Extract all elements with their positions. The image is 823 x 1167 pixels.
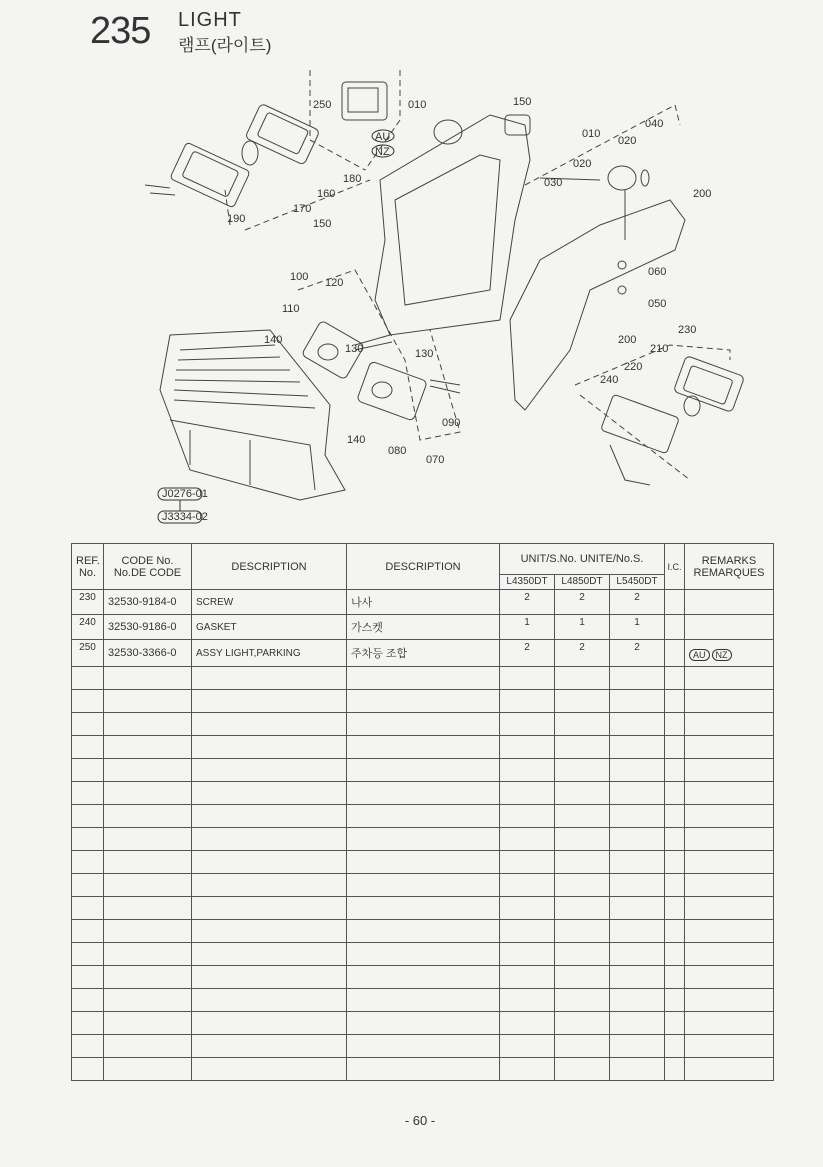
empty-cell <box>555 874 610 897</box>
empty-cell <box>665 828 685 851</box>
row-ic <box>665 615 685 640</box>
svg-text:130: 130 <box>345 343 364 355</box>
row-ref: 230 <box>72 590 104 615</box>
empty-cell <box>685 943 774 966</box>
empty-cell <box>72 989 104 1012</box>
empty-cell <box>665 667 685 690</box>
header-description-ko: DESCRIPTION <box>347 544 500 590</box>
svg-text:200: 200 <box>693 188 712 200</box>
empty-cell <box>347 782 500 805</box>
empty-cell <box>610 851 665 874</box>
empty-cell <box>500 874 555 897</box>
empty-cell <box>610 1012 665 1035</box>
empty-cell <box>555 943 610 966</box>
svg-text:080: 080 <box>388 445 407 457</box>
empty-cell <box>500 989 555 1012</box>
empty-cell <box>192 805 347 828</box>
empty-cell <box>104 897 192 920</box>
empty-cell <box>347 828 500 851</box>
empty-cell <box>685 989 774 1012</box>
row-description-ko: 주차등 조합 <box>347 640 500 667</box>
empty-cell <box>192 943 347 966</box>
row-code: 32530-3366-0 <box>104 640 192 667</box>
empty-cell <box>347 667 500 690</box>
row-remarks <box>685 590 774 615</box>
empty-cell <box>347 759 500 782</box>
empty-cell <box>610 943 665 966</box>
empty-cell <box>665 782 685 805</box>
empty-cell <box>610 874 665 897</box>
svg-text:J3334-02: J3334-02 <box>162 511 208 523</box>
table-row-empty <box>72 1058 774 1081</box>
empty-cell <box>500 782 555 805</box>
svg-text:190: 190 <box>227 213 246 225</box>
empty-cell <box>610 920 665 943</box>
empty-cell <box>72 943 104 966</box>
empty-cell <box>665 851 685 874</box>
table-row <box>72 590 774 615</box>
row-qty-l4350dt: 2 <box>500 590 555 615</box>
table-row-empty <box>72 690 774 713</box>
table-row-empty <box>72 897 774 920</box>
svg-text:AU: AU <box>375 131 391 143</box>
empty-cell <box>610 1058 665 1081</box>
empty-cell <box>347 966 500 989</box>
empty-cell <box>72 1058 104 1081</box>
empty-cell <box>665 805 685 828</box>
empty-cell <box>104 690 192 713</box>
row-code: 32530-9184-0 <box>104 590 192 615</box>
svg-text:J0276-01: J0276-01 <box>162 488 208 500</box>
empty-cell <box>665 989 685 1012</box>
empty-cell <box>72 1012 104 1035</box>
empty-cell <box>104 805 192 828</box>
empty-cell <box>500 1058 555 1081</box>
row-qty-l4850dt: 2 <box>555 640 610 667</box>
empty-cell <box>72 920 104 943</box>
empty-cell <box>347 1035 500 1058</box>
svg-text:140: 140 <box>264 334 283 346</box>
empty-cell <box>685 713 774 736</box>
empty-cell <box>72 874 104 897</box>
parts-list-table <box>71 543 774 1081</box>
empty-cell <box>104 943 192 966</box>
svg-text:210: 210 <box>650 343 669 355</box>
empty-cell <box>665 897 685 920</box>
row-qty-l5450dt: 1 <box>610 615 665 640</box>
empty-cell <box>665 920 685 943</box>
empty-cell <box>610 736 665 759</box>
table-row <box>72 615 774 640</box>
svg-text:160: 160 <box>317 188 336 200</box>
table-row-empty <box>72 667 774 690</box>
empty-cell <box>685 920 774 943</box>
empty-cell <box>555 1058 610 1081</box>
empty-cell <box>685 667 774 690</box>
table-row-empty <box>72 1035 774 1058</box>
header-model-l4350dt: L4350DT <box>500 575 555 590</box>
empty-cell <box>72 782 104 805</box>
empty-cell <box>665 736 685 759</box>
empty-cell <box>500 828 555 851</box>
empty-cell <box>555 782 610 805</box>
table-row-empty <box>72 759 774 782</box>
empty-cell <box>192 920 347 943</box>
empty-cell <box>685 782 774 805</box>
empty-cell <box>610 989 665 1012</box>
empty-cell <box>104 759 192 782</box>
empty-cell <box>500 736 555 759</box>
empty-cell <box>555 736 610 759</box>
row-remarks <box>685 640 774 667</box>
empty-cell <box>610 805 665 828</box>
empty-cell <box>555 989 610 1012</box>
empty-cell <box>72 690 104 713</box>
empty-cell <box>192 667 347 690</box>
svg-text:120: 120 <box>325 277 344 289</box>
empty-cell <box>685 1058 774 1081</box>
page-section-number: 235 <box>90 10 151 52</box>
empty-cell <box>665 690 685 713</box>
empty-cell <box>347 736 500 759</box>
table-row-empty <box>72 782 774 805</box>
empty-cell <box>665 966 685 989</box>
header-remarks: REMARKS REMARQUES <box>685 544 774 590</box>
empty-cell <box>610 759 665 782</box>
empty-cell <box>555 1035 610 1058</box>
row-qty-l4350dt: 1 <box>500 615 555 640</box>
header-model-l5450dt: L5450DT <box>610 575 665 590</box>
footer-page-number: - 60 - <box>404 1113 436 1128</box>
empty-cell <box>347 690 500 713</box>
empty-cell <box>192 759 347 782</box>
empty-cell <box>665 759 685 782</box>
svg-text:150: 150 <box>313 218 332 230</box>
svg-text:170: 170 <box>293 203 312 215</box>
empty-cell <box>500 966 555 989</box>
empty-cell <box>347 920 500 943</box>
svg-text:110: 110 <box>282 303 300 315</box>
empty-cell <box>347 851 500 874</box>
svg-text:070: 070 <box>426 454 445 466</box>
empty-cell <box>104 713 192 736</box>
header-code-no: CODE No. No.DE CODE <box>104 544 192 590</box>
row-qty-l4850dt: 1 <box>555 615 610 640</box>
empty-cell <box>500 1035 555 1058</box>
svg-text:060: 060 <box>648 266 667 278</box>
row-description-ko: 가스켓 <box>347 615 500 640</box>
empty-cell <box>555 1012 610 1035</box>
empty-cell <box>347 943 500 966</box>
empty-cell <box>555 851 610 874</box>
row-description-ko: 나사 <box>347 590 500 615</box>
empty-cell <box>665 1012 685 1035</box>
empty-cell <box>192 736 347 759</box>
empty-cell <box>555 759 610 782</box>
svg-text:230: 230 <box>678 324 697 336</box>
svg-text:040: 040 <box>645 118 664 130</box>
header-ic: I.C. <box>665 544 685 590</box>
empty-cell <box>500 690 555 713</box>
table-row-empty <box>72 920 774 943</box>
empty-cell <box>192 1058 347 1081</box>
empty-cell <box>72 805 104 828</box>
empty-cell <box>347 989 500 1012</box>
empty-cell <box>500 897 555 920</box>
empty-cell <box>685 1012 774 1035</box>
empty-cell <box>104 1058 192 1081</box>
section-title-korean: 램프(라이트) <box>178 36 272 55</box>
empty-cell <box>610 966 665 989</box>
table-row-empty <box>72 805 774 828</box>
empty-cell <box>685 736 774 759</box>
empty-cell <box>665 713 685 736</box>
svg-text:250: 250 <box>313 99 332 111</box>
empty-cell <box>500 920 555 943</box>
empty-cell <box>192 897 347 920</box>
row-description-en: GASKET <box>192 615 347 640</box>
empty-cell <box>685 759 774 782</box>
empty-cell <box>685 874 774 897</box>
empty-cell <box>192 851 347 874</box>
empty-cell <box>192 989 347 1012</box>
table-row-empty <box>72 943 774 966</box>
empty-cell <box>192 1035 347 1058</box>
row-qty-l4850dt: 2 <box>555 590 610 615</box>
empty-cell <box>104 1012 192 1035</box>
empty-cell <box>555 828 610 851</box>
empty-cell <box>685 805 774 828</box>
empty-cell <box>104 851 192 874</box>
empty-cell <box>610 782 665 805</box>
empty-cell <box>665 1058 685 1081</box>
empty-cell <box>347 874 500 897</box>
svg-text:020: 020 <box>618 135 637 147</box>
empty-cell <box>685 851 774 874</box>
row-qty-l5450dt: 2 <box>610 590 665 615</box>
empty-cell <box>347 713 500 736</box>
empty-cell <box>192 782 347 805</box>
empty-cell <box>555 966 610 989</box>
exploded-parts-diagram <box>130 60 750 540</box>
empty-cell <box>610 667 665 690</box>
empty-cell <box>555 690 610 713</box>
empty-cell <box>500 851 555 874</box>
empty-cell <box>72 966 104 989</box>
row-qty-l4350dt: 2 <box>500 640 555 667</box>
empty-cell <box>104 782 192 805</box>
remark-badge-nz: NZ <box>712 649 732 661</box>
empty-cell <box>104 736 192 759</box>
svg-text:140: 140 <box>347 434 366 446</box>
remark-badge-au: AU <box>689 649 710 661</box>
empty-cell <box>104 1035 192 1058</box>
svg-text:090: 090 <box>442 417 461 429</box>
table-row-empty <box>72 713 774 736</box>
empty-cell <box>500 759 555 782</box>
row-description-en: SCREW <box>192 590 347 615</box>
empty-cell <box>665 874 685 897</box>
empty-cell <box>347 897 500 920</box>
empty-cell <box>500 943 555 966</box>
table-row-empty <box>72 966 774 989</box>
empty-cell <box>104 828 192 851</box>
empty-cell <box>347 1058 500 1081</box>
empty-cell <box>685 690 774 713</box>
empty-cell <box>72 897 104 920</box>
table-row-empty <box>72 828 774 851</box>
empty-cell <box>347 1012 500 1035</box>
empty-cell <box>555 897 610 920</box>
table-row-empty <box>72 874 774 897</box>
empty-cell <box>610 713 665 736</box>
empty-cell <box>500 1012 555 1035</box>
svg-text:100: 100 <box>290 271 309 283</box>
empty-cell <box>555 920 610 943</box>
empty-cell <box>72 828 104 851</box>
section-title-english: LIGHT <box>178 9 242 31</box>
row-ref: 240 <box>72 615 104 640</box>
empty-cell <box>72 759 104 782</box>
empty-cell <box>104 920 192 943</box>
empty-cell <box>192 690 347 713</box>
empty-cell <box>72 713 104 736</box>
empty-cell <box>665 943 685 966</box>
empty-cell <box>72 851 104 874</box>
svg-text:150: 150 <box>513 96 532 108</box>
empty-cell <box>347 805 500 828</box>
header-unit: UNIT/S.No. UNITE/No.S. <box>500 544 665 575</box>
empty-cell <box>500 805 555 828</box>
svg-text:NZ: NZ <box>375 146 390 158</box>
empty-cell <box>104 966 192 989</box>
table-row-empty <box>72 989 774 1012</box>
empty-cell <box>665 1035 685 1058</box>
empty-cell <box>555 667 610 690</box>
empty-cell <box>192 1012 347 1035</box>
row-description-en: ASSY LIGHT,PARKING <box>192 640 347 667</box>
svg-text:200: 200 <box>618 334 637 346</box>
empty-cell <box>685 966 774 989</box>
table-row <box>72 640 774 667</box>
empty-cell <box>685 1035 774 1058</box>
empty-cell <box>72 736 104 759</box>
table-row-empty <box>72 851 774 874</box>
svg-text:010: 010 <box>408 99 427 111</box>
empty-cell <box>192 713 347 736</box>
svg-text:220: 220 <box>624 361 643 373</box>
empty-cell <box>610 690 665 713</box>
empty-cell <box>610 828 665 851</box>
empty-cell <box>500 667 555 690</box>
empty-cell <box>610 1035 665 1058</box>
empty-cell <box>555 713 610 736</box>
empty-cell <box>555 805 610 828</box>
empty-cell <box>192 828 347 851</box>
svg-text:050: 050 <box>648 298 667 310</box>
table-row-empty <box>72 1012 774 1035</box>
empty-cell <box>500 713 555 736</box>
header-description-en: DESCRIPTION <box>192 544 347 590</box>
header-ref-no: REF. No. <box>72 544 104 590</box>
svg-text:240: 240 <box>600 374 619 386</box>
svg-text:180: 180 <box>343 173 362 185</box>
empty-cell <box>104 874 192 897</box>
empty-cell <box>104 989 192 1012</box>
svg-text:130: 130 <box>415 348 434 360</box>
row-ic <box>665 640 685 667</box>
svg-text:010: 010 <box>582 128 601 140</box>
empty-cell <box>192 874 347 897</box>
empty-cell <box>685 828 774 851</box>
empty-cell <box>192 966 347 989</box>
empty-cell <box>104 667 192 690</box>
empty-cell <box>685 897 774 920</box>
header-model-l4850dt: L4850DT <box>555 575 610 590</box>
empty-cell <box>610 897 665 920</box>
row-qty-l5450dt: 2 <box>610 640 665 667</box>
table-row-empty <box>72 736 774 759</box>
empty-cell <box>72 667 104 690</box>
row-remarks <box>685 615 774 640</box>
row-ic <box>665 590 685 615</box>
row-code: 32530-9186-0 <box>104 615 192 640</box>
svg-text:020: 020 <box>573 158 592 170</box>
svg-text:030: 030 <box>544 177 563 189</box>
row-ref: 250 <box>72 640 104 667</box>
empty-cell <box>72 1035 104 1058</box>
